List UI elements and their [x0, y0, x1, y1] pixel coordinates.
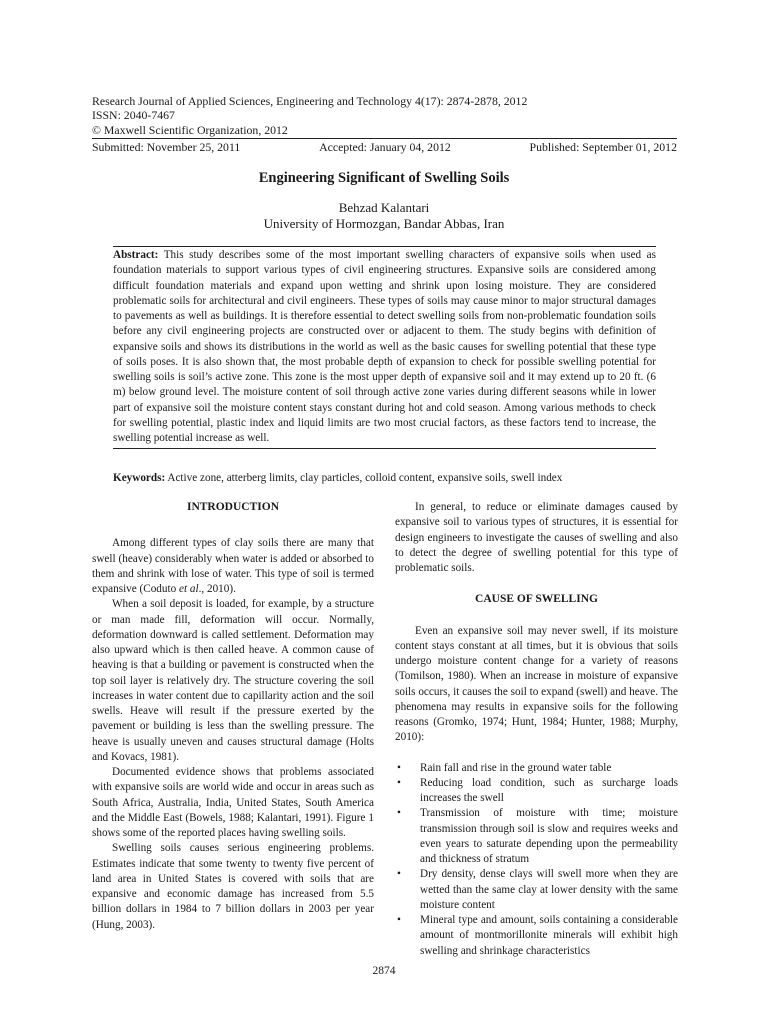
bullet-icon: • — [397, 776, 401, 789]
copyright: © Maxwell Scientific Organization, 2012 — [92, 122, 288, 137]
intro-p1-end: ., 2010). — [198, 583, 236, 595]
intro-paragraph-2: When a soil deposit is loaded, for example, by a structure or man made fill, deformation will occur. Normally, deformation downward is called settlement. Deformation may also upward which is then called heave. A common cause of heaving is that a building or pavement is constructed when the top soil layer is relatively dry. The structure covering the soil increases in water content due to capillarity action and the soil swells. Heave will result if the pressure exerted by the pavement or building is less than the swelling pressure. The heave is usually uneven and causes structural damage (Holts and Kovacs, 1981). — [92, 598, 374, 763]
bullet-icon: • — [397, 914, 401, 926]
bullet-icon: • — [397, 807, 401, 820]
list-item — [395, 806, 678, 867]
intro-paragraph-1 — [92, 536, 374, 597]
introduction-heading: INTRODUCTION — [186, 501, 279, 513]
author-affiliation: University of Hormozgan, Bandar Abbas, Iran — [263, 216, 505, 231]
list-item-text: Rain fall and rise in the ground water table — [420, 761, 612, 774]
author-block — [0, 200, 768, 232]
list-item — [395, 776, 678, 807]
right-paragraph-2: Even an expansive soil may never swell, if its moisture content stays constant at all times, but it is obvious that soils undergo moisture content change for a variety of reasons (Tomilson, 1980). When an increase in moisture of expansive soils occurs, it causes the soil to expand (swell) and heave. The phenomena may results in expansive soils for the following reasons (Gromko, 1974; Hunt, 1984; Hunter, 1988; Murphy, 2010): — [395, 624, 678, 744]
intro-p1-text: Among different types of clay soils there are many that swell (heave) considerably when water is added or absorbed to them and shrink with lose of water. This type of soil is termed expansive (Coduto — [92, 537, 374, 595]
journal-citation: Research Journal of Applied Sciences, Engineering and Technology 4(17): 2874-2878, 2012 — [92, 94, 528, 108]
bullet-icon: • — [397, 761, 401, 774]
paper-title: Engineering Significant of Swelling Soils — [258, 170, 510, 186]
list-item — [395, 761, 678, 776]
right-paragraph-1: In general, to reduce or eliminate damages caused by expansive soil to various types of structures, it is essential for design engineers to investigate the causes of swelling and also to detect the degree of swelling potential for this type of problematic soils. — [395, 501, 678, 574]
intro-paragraph-4: Swelling soils causes serious engineering problems. Estimates indicate that some twenty to twenty five percent of land area in United States is covered with soils that are expansive and economic damage has increased from 5.5 billion dollars in 1984 to 7 billion dollars in 2003 per year (Hung, 2003). — [92, 842, 374, 931]
swelling-causes-list — [395, 761, 678, 959]
intro-p1-etal: et al — [179, 583, 199, 595]
abstract-label: Abstract: — [113, 249, 159, 261]
intro-paragraph-3: Documented evidence shows that problems associated with expansive soils are world wide and occur in areas such as South Africa, Australia, India, United States, South America and the Middle East (Bowels, 1988; Kalantari, 1991). Figure 1 shows some of the reported places having swelling soils. — [92, 766, 374, 839]
right-column — [395, 500, 678, 959]
list-item-text: Dry density, dense clays will swell more when they are wetted than the same clay at lower density with the same moisture content — [420, 868, 678, 911]
cause-of-swelling-heading: CAUSE OF SWELLING — [475, 593, 598, 606]
keywords-label: Keywords: — [113, 472, 166, 484]
submitted-date: Submitted: November 25, 2011 — [92, 140, 241, 154]
list-item-text: Reducing load condition, such as surcharge loads increases the swell — [420, 776, 678, 804]
published-date: Published: September 01, 2012 — [529, 140, 677, 154]
keywords — [113, 472, 673, 484]
list-item-text: Mineral type and amount, soils containing a considerable amount of montmorillonite minerals will exhibit high swelling and shrinkage characteristics — [420, 914, 678, 957]
left-column — [92, 500, 374, 933]
issn: ISSN: 2040-7467 — [92, 108, 175, 123]
author-name: Behzad Kalantari — [338, 200, 430, 215]
abstract-text: This study describes some of the most important swelling characters of expansive soils when used as foundation materials to support various types of civil engineering structures. Expansive soils are considered among difficult foundation materials and expand upon wetting and shrink upon losing moisture. They are considered problematic soils for architectural and civil engineers. These types of soils may cause minor to major structural damages to pavements as well as buildings. It is therefore essential to detect swelling soils from non-problematic foundation soils before any civil engineering projects are constructed over or adjacent to them. The study begins with definition of expansive soils and shows its distributions in the world as well as the basic causes for swelling potential that these type of soils poses. It is also shown that, the most probable depth of expansion to check for possible swelling potential for swelling soils is soil’s active zone. This zone is the most upper depth of expansive soil and it may extend up to 20 ft. (6 m) below ground level. The moisture content of soil through active zone varies during different seasons while in lower part of expansive soil the moisture content stays constant during hot and cold season. Among various methods to check for swelling potential, plastic index and liquid limits are two most crucial factors, as these factors tend to increase, the swelling potential increase as well. — [113, 249, 656, 444]
abstract — [113, 246, 656, 449]
bullet-icon: • — [397, 868, 401, 881]
list-item-text: Transmission of moisture with time; moisture transmission through soil is slow and requires weeks and even years to saturate depending upon the permeability and thickness of stratum — [420, 807, 678, 865]
submission-dates — [92, 138, 677, 155]
accepted-date: Accepted: January 04, 2012 — [319, 140, 451, 154]
list-item — [395, 867, 678, 913]
journal-header — [92, 94, 677, 137]
page-number: 2874 — [372, 965, 396, 977]
list-item — [395, 913, 678, 959]
keywords-text: Active zone, atterberg limits, clay particles, colloid content, expansive soils, swell index — [167, 472, 563, 484]
